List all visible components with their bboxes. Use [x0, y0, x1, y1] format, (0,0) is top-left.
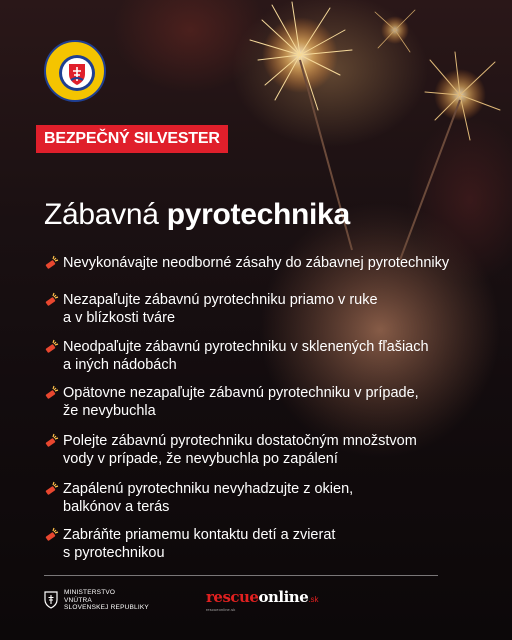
title-bold: pyrotechnika — [166, 198, 350, 231]
ministry-line3: SLOVENSKEJ REPUBLIKY — [64, 604, 149, 611]
list-item-line2: a v blízkosti tváre — [63, 310, 176, 326]
footer-divider — [44, 575, 438, 576]
firecracker-icon — [44, 433, 60, 449]
ministry-text — [64, 589, 149, 612]
firecracker-icon — [44, 527, 60, 543]
rescue-logo-part3: .sk — [308, 595, 319, 604]
list-item-line1: Opätovne nezapaľujte zábavnú pyrotechniku v prípade, — [63, 385, 419, 401]
firecracker-icon — [44, 292, 60, 308]
sparkler-right — [425, 52, 500, 140]
list-item-line2: a iných nádobách — [63, 357, 177, 373]
firefighter-logo — [44, 40, 106, 102]
firecracker-icon — [44, 481, 60, 497]
list-item-line2: balkónov a terás — [63, 499, 170, 515]
ministry-line2: VNÚTRA — [64, 596, 92, 604]
list-item-line2: že nevybuchla — [63, 403, 156, 419]
rescue-logo-part1: rescue — [206, 588, 259, 606]
list-item-line1: Nezapaľujte zábavnú pyrotechniku priamo v ruke — [63, 292, 378, 308]
list-item-line1: Polejte zábavnú pyrotechniku dostatočným množstvom — [63, 433, 417, 449]
list-item-line1: Zapálenú pyrotechniku nevyhadzujte z okien, — [63, 481, 354, 497]
campaign-badge: BEZPEČNÝ SILVESTER — [36, 125, 228, 153]
page-title — [44, 195, 350, 235]
firecracker-icon — [44, 255, 60, 271]
rescue-logo-part2: online — [258, 588, 309, 606]
list-item-line1: Nevykonávajte neodborné zásahy do zábavnej pyrotechniky — [63, 255, 450, 271]
slovak-coat-of-arms-icon — [44, 591, 58, 609]
sparkler-left — [250, 2, 352, 110]
list-item-line1: Neodpaľujte zábavnú pyrotechniku v sklenených fľašiach — [63, 339, 429, 355]
title-light: Zábavná — [44, 198, 159, 231]
rescue-logo-tagline: rescueonline.sk — [206, 607, 236, 612]
list-item-line1: Zabráňte priamemu kontaktu detí a zvierat — [63, 527, 336, 543]
firecracker-icon — [44, 385, 60, 401]
rescueonline-logo — [206, 588, 319, 612]
hand-shape — [260, 220, 500, 440]
list-item-line2: s pyrotechnikou — [63, 545, 165, 561]
sparkler-small — [375, 10, 415, 52]
firecracker-icon — [44, 339, 60, 355]
ministry-line1: MINISTERSTVO — [64, 589, 116, 596]
firefighter-emblem-icon — [46, 42, 108, 104]
list-item-line2: vody v prípade, že nevybuchla po zapálení — [63, 451, 338, 467]
